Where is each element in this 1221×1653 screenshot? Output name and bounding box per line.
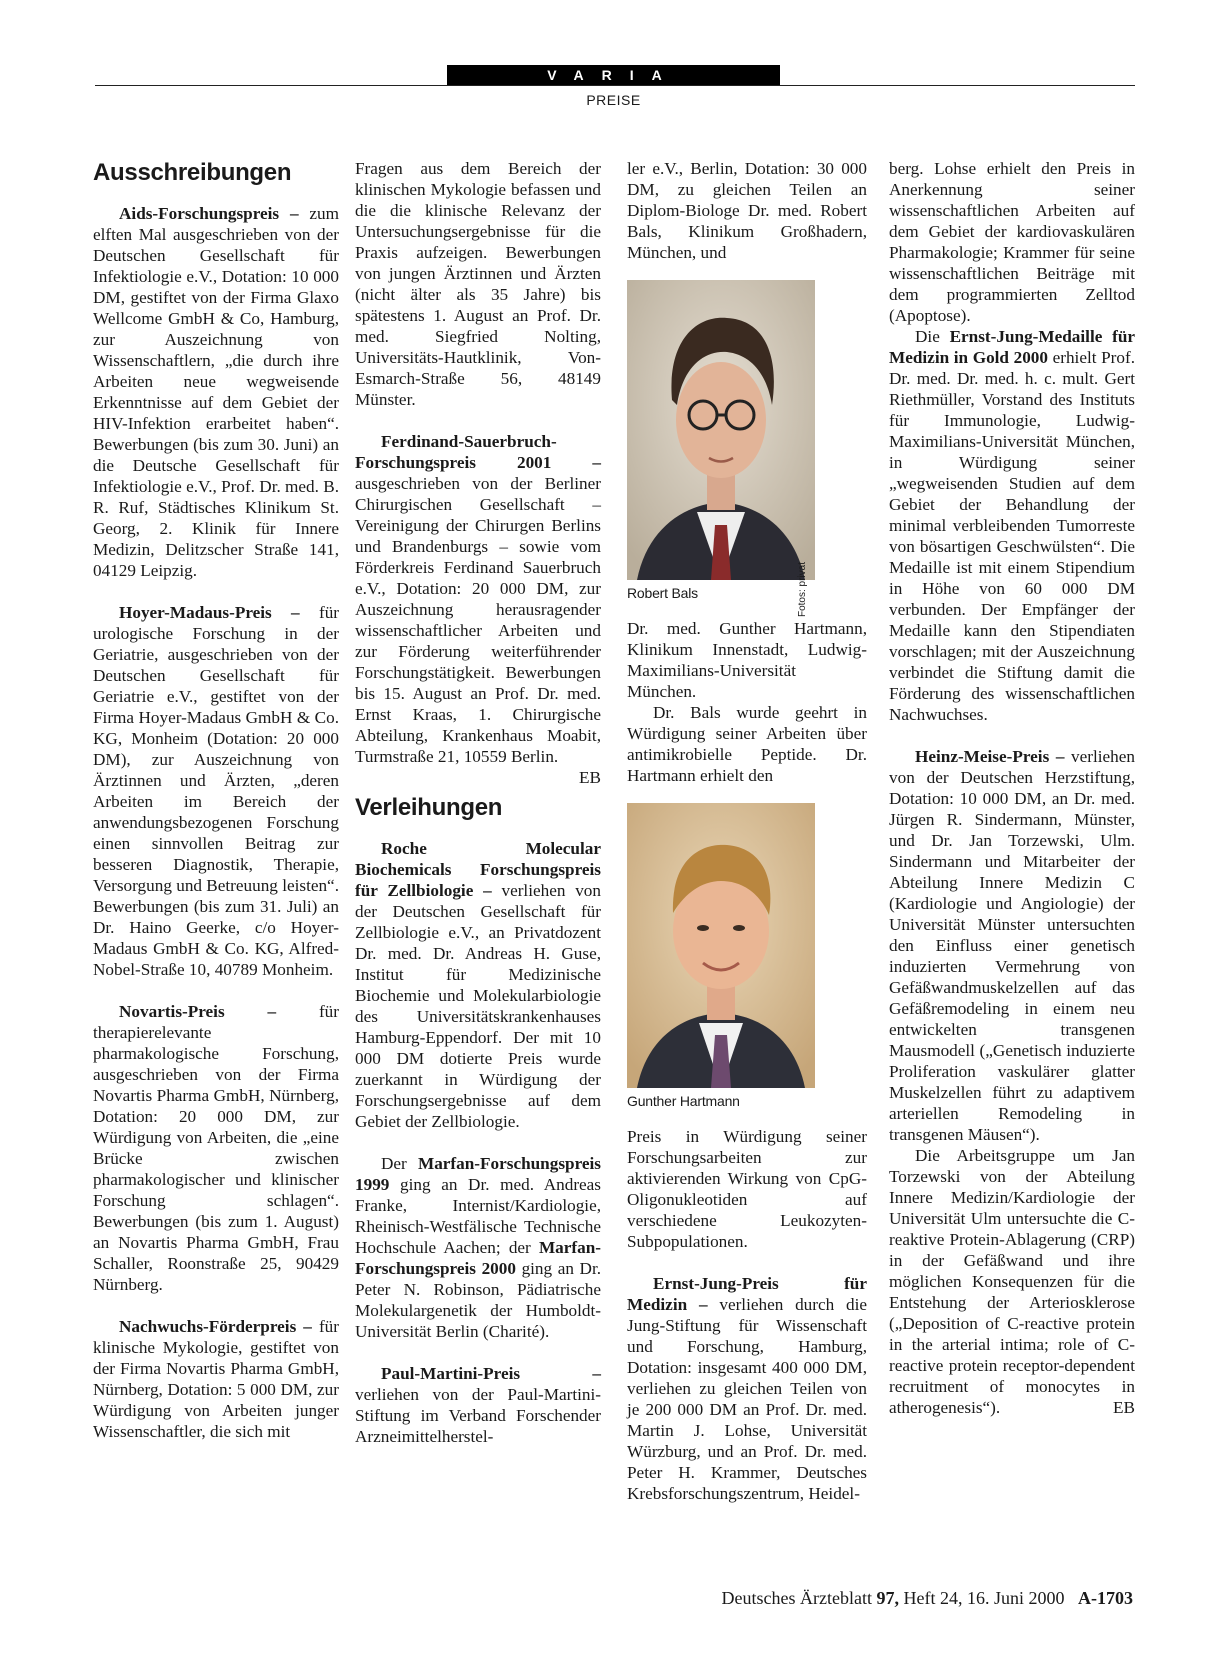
article-text: erhielt Prof. Dr. med. Dr. med. h. c. mult. Gert Riethmüller, Vorstand des Instituts für Immunologie, Ludwig-Maximilians-Universität München, in Würdigung seiner „wegweisenden Studien auf dem Gebiet der Behandlung der minimal verbleibenden Tumorreste von bösartigen Geschwülsten“. Die Medaille ist mit einem Stipendium in Höhe von 60 000 DM verbunden. Der Empfänger der Medaille kann den Stipendiaten vorschlagen; mit der Auszeichnung verbindet die Stiftung damit die Förderung des wissenschaftlichen Nachwuchses. — [889, 348, 1135, 724]
column-3 — [627, 158, 867, 1504]
article-heinz-meise-preis — [889, 746, 1135, 1145]
portrait-image — [627, 280, 815, 580]
prize-name: Paul-Martini-Preis – — [381, 1364, 601, 1383]
article-text: für therapierelevante pharmakologische Forschung, ausgeschrieben von der Firma Novartis Pharma GmbH, Nürnberg, Dotation: 20 000 DM, zur Würdigung von Arbeiten, die „eine Brücke zwischen pharmakologischer und klinischer Forschung schlagen“. Bewerbungen (bis zum 1. August) an Novartis Pharma GmbH, Frau Schaller, Roonstraße 25, 90429 Nürnberg. — [93, 1002, 339, 1294]
article-nachwuchs-foerderpreis — [93, 1316, 339, 1442]
article-text-continued: berg. Lohse erhielt den Preis in Anerkennung seiner wissenschaftlichen Arbeiten auf dem Gebiet der kardiovaskulären Pharmakologie; Krammer für seine wissenschaftlichen Beiträge mit dem programmierten Zelltod (Apoptose). — [889, 159, 1135, 325]
article-text: für urologische Forschung in der Geriatrie, ausgeschrieben von der Deutschen Gesellschaft für Geriatrie e.V., gestiftet von der Firma Hoyer-Madaus GmbH & Co. KG, Monheim (Dotation: 20 000 DM), zur Auszeichnung von Ärztinnen und Ärzten, „deren Arbeiten im Bereich der anwendungsbezogenen Forschung einen sinnvollen Beitrag zur besseren Diagnostik, Therapie, Versorgung und Betreuung leisten“. Bewerbungen (bis zum 31. Juli) an Dr. Haino Geerke, c/o Hoyer-Madaus GmbH & Co. KG, Alfred-Nobel-Straße 10, 40789 Monheim. — [93, 603, 340, 979]
article-text: Die Arbeitsgruppe um Jan Torzewski von der Abteilung Innere Medizin/Kardiologie der Universität Ulm untersuchte die C-reaktive Protein-Ablagerung (CRP) in der Gefäßwand und ihre möglichen Konsequenzen für die Entstehung der Arteriosklerose („Deposition of C-reactive protein in the arterial intima; role of C-reactive protein receptor-dependent recruitment of monocytes in atherogenesis“). — [889, 1146, 1135, 1417]
article-text: zum elften Mal ausgeschrieben von der Deutschen Gesellschaft für Infektiologie e.V., Dotation: 10 000 DM, gestiftet von der Firma Glaxo Wellcome GmbH & Co, Hamburg, zur Auszeichnung von Wissenschaftlern, „die durch ihre Arbeiten neue wegweisende Erkenntnisse auf dem Gebiet der HIV-Infektion erarbeitet haben“. Bewerbungen (bis zum 30. Juni) an die Deutsche Gesellschaft für Infektiologie e.V., Prof. Dr. med. B. R. Ruf, Städtisches Klinikum St. Georg, 2. Klinik für Innere Medizin, Delitzscher Straße 141, 04129 Leipzig. — [93, 204, 340, 580]
article-hoyer-madaus-preis — [93, 602, 339, 980]
journal-volume: 97, — [876, 1588, 899, 1608]
article-text: Der — [381, 1154, 407, 1173]
author-sign: EB — [579, 768, 601, 787]
prize-name: Nachwuchs-Förderpreis – — [119, 1317, 312, 1336]
article-text-continued: ler e.V., Berlin, Dotation: 30 000 DM, zu gleichen Teilen an Diplom-Biologe Dr. med. Robert Bals, Klinikum Großhadern, München, und — [627, 159, 867, 262]
photo-caption: Gunther Hartmann — [627, 1093, 740, 1109]
article-text: für klinische Mykologie, gestiftet von der Firma Novartis Pharma GmbH, Nürnberg, Dotation: 5 000 DM, zur Würdigung von Arbeiten junger Wissenschaftler, die sich mit — [93, 1317, 339, 1441]
article-text: ging an Dr. med. Andreas Franke, Internist/Kardiologie, Rheinisch-Westfälische Technische Hochschule Aachen; der — [355, 1175, 601, 1257]
prize-name: Marfan-Forschungspreis 1999 — [355, 1154, 601, 1194]
journal-name: Deutsches Ärzteblatt — [721, 1588, 872, 1608]
article-text: Dr. Bals wurde geehrt in Würdigung seiner Arbeiten über antimikrobielle Peptide. Dr. Hartmann erhielt den — [627, 703, 867, 785]
column-1 — [93, 158, 339, 1442]
prize-name: Ernst-Jung-Preis für Medizin – — [627, 1274, 867, 1314]
article-ernst-jung-preis — [627, 1273, 867, 1504]
heading-verleihungen: Verleihungen — [355, 794, 503, 821]
prize-name: Hoyer-Madaus-Preis – — [119, 603, 300, 622]
article-ernst-jung-medaille — [889, 326, 1135, 725]
column-4 — [889, 158, 1135, 1418]
column-2 — [355, 158, 601, 1447]
photo-caption: Robert Bals — [627, 585, 698, 601]
journal-issue: Heft 24, 16. Juni 2000 — [903, 1588, 1065, 1608]
article-roche-preis — [355, 838, 601, 1132]
article-paul-martini-preis — [355, 1363, 601, 1447]
portrait-image — [627, 803, 815, 1088]
page-footer — [722, 1588, 1133, 1609]
article-text-continued: Preis in Würdigung seiner Forschungsarbeiten zur aktivierenden Wirkung von CpG-Oligonukleotiden auf verschiedene Leukozyten-Subpopulationen. — [627, 1127, 867, 1251]
header-rule — [95, 85, 1135, 86]
section-label: VARIA — [447, 65, 780, 85]
article-text: verliehen von der Deutschen Gesellschaft für Zellbiologie e.V., an Privatdozent Dr. med. Dr. Andreas H. Guse, Institut für Medizinische Biochemie und Molekularbiologie des Universitätskrankenhauses Hamburg-Eppendorf. Der mit 10 000 DM dotierte Preis wurde zuerkannt in Würdigung der Forschungsergebnisse auf dem Gebiet der Zellbiologie. — [355, 881, 601, 1131]
author-sign: EB — [1113, 1398, 1135, 1417]
article-text-continued: Fragen aus dem Bereich der klinischen Mykologie befassen und die die klinische Relevanz der Untersuchungsergebnisse für die Praxis aufzeigen. Bewerbungen von jungen Ärztinnen und Ärzten (nicht älter als 35 Jahre) bis spätestens 1. August an Prof. Dr. med. Siegfried Nolting, Universitäts-Hautklinik, Von-Esmarch-Straße 56, 48149 Münster. — [355, 159, 601, 409]
article-text — [889, 1145, 1135, 1418]
prize-name: Aids-Forschungspreis – — [119, 204, 299, 223]
subsection-label: PREISE — [586, 92, 641, 108]
article-sauerbruch-preis — [355, 431, 601, 787]
article-novartis-preis — [93, 1001, 339, 1295]
article-aids-forschungspreis — [93, 203, 339, 581]
prize-name: Heinz-Meise-Preis – — [915, 747, 1065, 766]
prize-name: Novartis-Preis – — [119, 1002, 277, 1021]
prize-name: Ferdinand-Sauerbruch-Forschungspreis 2001 – — [355, 432, 601, 472]
article-text: verliehen von der Paul-Martini-Stiftung im Verband Forschender Arzneimittelherstel- — [355, 1385, 601, 1446]
article-marfan-preis — [355, 1153, 601, 1342]
photo-gunther-hartmann — [627, 803, 815, 1088]
article-text: ausgeschrieben von der Berliner Chirurgischen Gesellschaft – Vereinigung der Chirurgen Berlins und Brandenburgs – sowie vom Förderkreis Ferdinand Sauerbruch e.V., Dotation: 20 000 DM, zur Auszeichnung herausragender wissenschaftlicher Arbeiten und zur Förderung weiterführender Forschungstätigkeit. Bewerbungen bis 15. August an Prof. Dr. med. Ernst Kraas, 1. Chirurgische Abteilung, Krankenhaus Moabit, Turmstraße 21, 10559 Berlin. — [355, 474, 601, 766]
page-number: A-1703 — [1078, 1588, 1133, 1608]
article-text: verliehen von der Deutschen Herzstiftung, Dotation: 10 000 DM, an Dr. med. Jürgen R. Sindermann, Münster, und Dr. Jan Torzewski, Ulm. Sindermann und Mitarbeiter der Abteilung Innere Medizin C (Kardiologie und Angiologie) der Universität Münster untersuchten den Einfluss einer genetisch induzierten Vermehrung von Gefäßwandmuskelzellen auf das Gefäßremodeling in einem neu entwickelten transgenen Mausmodell („Genetisch induzierte Proliferation vaskulärer glatter Muskelzellen führt zu adaptivem arteriellen Remodeling in transgenen Mäusen“). — [889, 747, 1135, 1144]
article-text: verliehen durch die Jung-Stiftung für Wissenschaft und Forschung, Hamburg, Dotation: insgesamt 400 000 DM, verliehen zu gleichen Teilen von je 200 000 DM an Prof. Dr. med. Martin J. Lohse, Universität Würzburg, und an Prof. Dr. med. Peter H. Krammer, Deutsches Krebsforschungszentrum, Heidel- — [627, 1295, 868, 1503]
article-text: Die — [915, 327, 940, 346]
prize-name: Marfan-Forschungspreis 2000 — [355, 1238, 601, 1278]
article-text-continued: Dr. med. Gunther Hartmann, Klinikum Innenstadt, Ludwig-Maximilians-Universität München. — [627, 619, 867, 701]
heading-ausschreibungen: Ausschreibungen — [93, 159, 292, 186]
prize-name: Ernst-Jung-Medaille für Medizin in Gold 2000 — [889, 327, 1136, 367]
prize-name: Roche Molecular Biochemicals Forschungspreis für Zellbiologie – — [355, 839, 601, 900]
article-text: ging an Dr. Peter N. Robinson, Pädiatrische Molekulargenetik der Humboldt-Universität Berlin (Charité). — [355, 1259, 602, 1341]
photo-credit: Fotos: privat — [797, 562, 808, 618]
